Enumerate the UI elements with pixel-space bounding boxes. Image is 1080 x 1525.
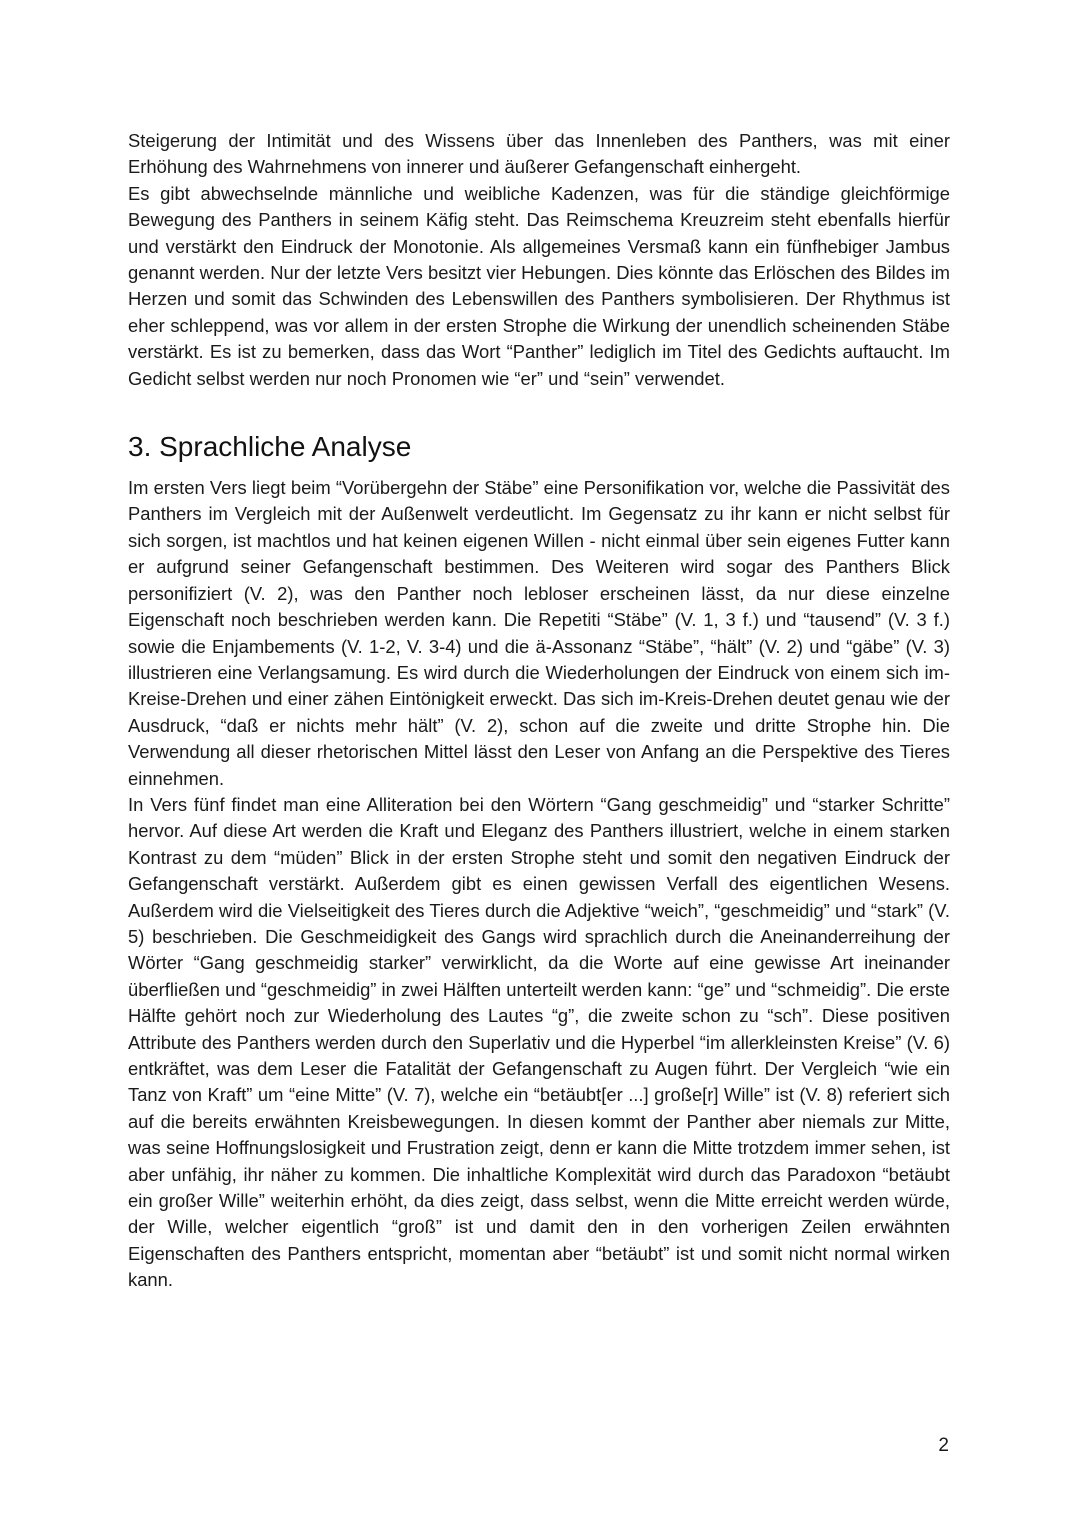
document-page (128, 128, 950, 1294)
paragraph-intro-2: Es gibt abwechselnde männliche und weibliche Kadenzen, was für die ständige gleichförmige Bewegung des Panthers in seinem Käfig steht. Das Reimschema Kreuzreim steht ebenfalls hierfür und verstärkt den Eindruck der Monotonie. Als allgemeines Versmaß kann ein fünfhebiger Jambus genannt werden. Nur der letzte Vers besitzt vier Hebungen. Dies könnte das Erlöschen des Bildes im Herzen und somit das Schwinden des Lebenswillen des Panthers symbolisieren. Der Rhythmus ist eher schleppend, was vor allem in der ersten Strophe die Wirkung der unendlich scheinenden Stäbe verstärkt. Es ist zu bemerken, dass das Wort “Panther” lediglich im Titel des Gedichts auftaucht. Im Gedicht selbst werden nur noch Pronomen wie “er” und “sein” verwendet. (128, 182, 950, 389)
paragraph-analysis-1: Im ersten Vers liegt beim “Vorübergehn der Stäbe” eine Personifikation vor, welche die Passivität des Panthers im Vergleich mit der Außenwelt verdeutlicht. Im Gegensatz zu ihr kann er nicht selbst für sich sorgen, ist machtlos und hat keinen eigenen Willen - nicht einmal über sein eigenes Futter kann er aufgrund seiner Gefangenschaft bestimmen. Des Weiteren wird sogar des Panthers Blick personifiziert (V. 2), was den Panther noch lebloser erscheinen lässt, da nur diese einzelne Eigenschaft noch beschrieben werden kann. Die Repetiti “Stäbe” (V. 1, 3 f.) und “tausend” (V. 3 f.) sowie die Enjambements (V. 1-2, V. 3-4) und die ä-Assonanz “Stäbe”, “hält” (V. 2) und “gäbe” (V. 3) illustrieren eine Verlangsamung. Es wird durch die Wiederholungen der Eindruck von einem sich im-Kreise-Drehen und einer zähen Eintönigkeit erweckt. Das sich im-Kreis-Drehen deutet genau wie der Ausdruck, “daß er nichts mehr hält” (V. 2), schon auf die zweite und dritte Strophe hin. Die Verwendung all dieser rhetorischen Mittel lässt den Leser von Anfang an die Perspektive des Tieres einnehmen. (128, 477, 950, 789)
paragraph-analysis-2: In Vers fünf findet man eine Alliteration bei den Wörtern “Gang geschmeidig” und “starker Schritte” hervor. Auf diese Art werden die Kraft und Eleganz des Panthers illustriert, welche in einem starken Kontrast zu dem “müden” Blick in der ersten Strophe steht und somit den negativen Eindruck der Gefangenschaft verstärkt. Außerdem gibt es einen gewissen Verfall des eigentlichen Wesens. Außerdem wird die Vielseitigkeit des Tieres durch die Adjektive “weich”, “geschmeidig” und “stark” (V. 5) beschrieben. Die Geschmeidigkeit des Gangs wird sprachlich durch die Aneinanderreihung der Wörter “Gang geschmeidig starker” verwirklicht, da die Worte auf eine gewisse Art ineinander überfließen und “geschmeidig” in zwei Hälften unterteilt werden kann: “ge” und “schmeidig”. Die erste Hälfte gehört noch zur Wiederholung des Lautes “g”, die zweite schon zu “sch”. Diese positiven Attribute des Panthers werden durch den Superlativ und die Hyperbel “im allerkleinsten Kreise” (V. 6) entkräftet, was dem Leser die Fatalität der Gefangenschaft zu Augen führt. Der Vergleich “wie ein Tanz von Kraft” um “eine Mitte” (V. 7), welche ein “betäubt[er ...] große[r] Wille” ist (V. 8) referiert sich auf die bereits erwähnten Kreisbewegungen. In diesen kommt der Panther aber niemals zur Mitte, was seine Hoffnungslosigkeit und Frustration zeigt, denn er kann die Mitte trotzdem immer sehen, ist aber unfähig, ihr näher zu kommen. Die inhaltliche Komplexität wird durch das Paradoxon “betäubt ein großer Wille” weiterhin erhöht, da dies zeigt, dass selbst, wenn die Mitte erreicht werden würde, der Wille, welcher eigentlich “groß” ist und damit den in den vorherigen Zeilen erwähnten Eigenschaften des Panthers entspricht, momentan aber “betäubt” ist und somit nicht normal wirken kann. (128, 793, 950, 1291)
paragraph-intro-1: Steigerung der Intimität und des Wissens über das Innenleben des Panthers, was mit einer Erhöhung des Wahrnehmens von innerer und äußerer Gefangenschaft einhergeht. (128, 130, 950, 178)
page-number: 2 (938, 1435, 949, 1456)
section-heading: 3. Sprachliche Analyse (128, 431, 412, 463)
